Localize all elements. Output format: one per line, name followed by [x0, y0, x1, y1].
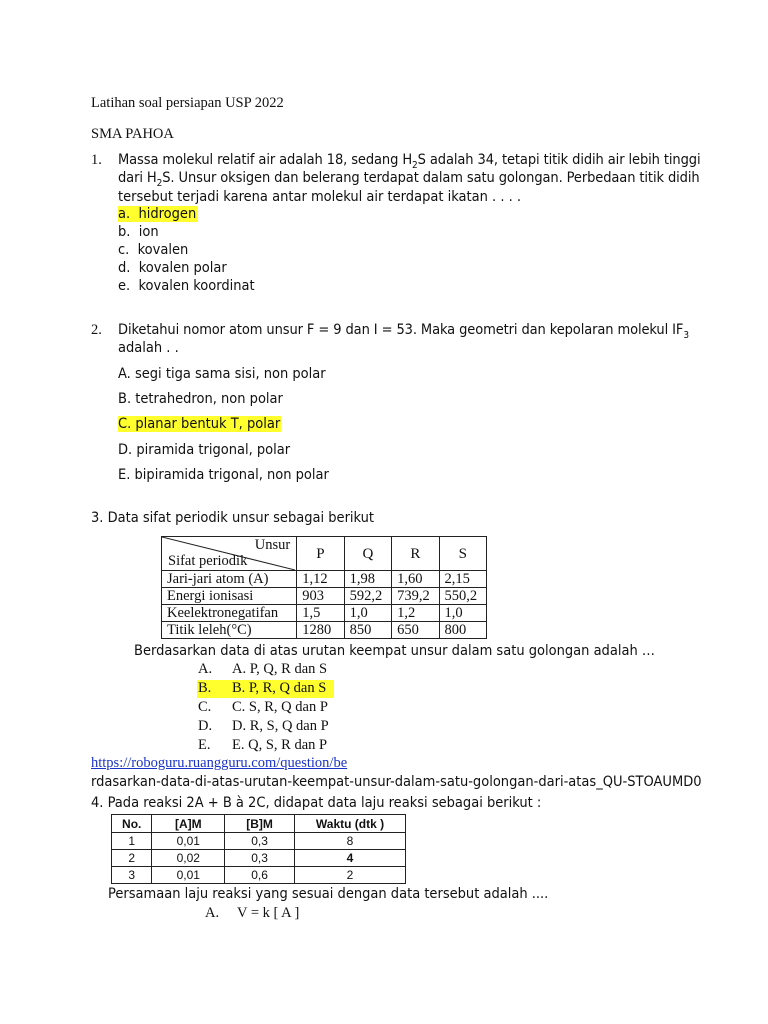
- table-cell: 0,3: [225, 850, 295, 867]
- table-cell: 903: [297, 588, 344, 605]
- q3-option-b: B. P, R, Q dan S: [232, 680, 327, 696]
- q2-option-c: C. planar bentuk T, polar: [118, 416, 281, 432]
- table-cell: 1280: [297, 622, 344, 639]
- q4-option-a: V = k [ A ]: [237, 905, 300, 921]
- col-header: P: [297, 537, 344, 571]
- table-cell: 0,3: [225, 833, 295, 850]
- row-label: Keelektronegatifan: [162, 605, 297, 622]
- q4-question: Persamaan laju reaksi yang sesuai dengan data tersebut adalah ....: [108, 886, 549, 902]
- table-cell: 800: [439, 622, 486, 639]
- table-cell: 1,98: [344, 571, 391, 588]
- table-cell: 8: [295, 833, 406, 850]
- col-header: [A]M: [152, 815, 225, 833]
- table-row: [112, 867, 406, 884]
- q3-option-d-letter: D.: [198, 718, 213, 734]
- q3-option-a-letter: A.: [198, 661, 213, 677]
- table-cell: 550,2: [439, 588, 486, 605]
- table-cell: 2: [112, 850, 152, 867]
- table-header-row: [162, 537, 487, 571]
- periodic-properties-table: [161, 536, 487, 639]
- table-row: [162, 571, 487, 588]
- table-row: [112, 833, 406, 850]
- q4-intro: 4. Pada reaksi 2A + B à 2C, didapat data laju reaksi sebagai berikut :: [91, 795, 542, 811]
- q1-option-e: e. kovalen koordinat: [118, 278, 255, 294]
- q1-number: 1.: [91, 152, 102, 168]
- q2-option-b: B. tetrahedron, non polar: [118, 391, 283, 407]
- table-cell: 2,15: [439, 571, 486, 588]
- col-header: [B]M: [225, 815, 295, 833]
- q1-option-b: b. ion: [118, 224, 159, 240]
- corner-header-cell: [162, 537, 297, 571]
- q2-option-a: A. segi tiga sama sisi, non polar: [118, 366, 326, 382]
- table-header-row: [112, 815, 406, 833]
- corner-top-label: Unsur: [254, 537, 291, 553]
- table-cell: 0,01: [152, 833, 225, 850]
- table-cell: 4: [295, 850, 406, 867]
- row-label: Titik leleh(°C): [162, 622, 297, 639]
- q1-text-line3: tersebut terjadi karena antar molekul air terdapat ikatan . . . .: [118, 189, 522, 205]
- q1-option-d: d. kovalen polar: [118, 260, 227, 276]
- table-cell: 592,2: [344, 588, 391, 605]
- table-cell: 0,6: [225, 867, 295, 884]
- q3-option-c-letter: C.: [198, 699, 212, 715]
- table-cell: 0,01: [152, 867, 225, 884]
- col-header: No.: [112, 815, 152, 833]
- q3-option-c: C. S, R, Q dan P: [232, 699, 328, 715]
- table-cell: 1,0: [439, 605, 486, 622]
- reaction-rate-table: [111, 814, 406, 884]
- q3-option-a: A. P, Q, R dan S: [232, 661, 328, 677]
- school-name: SMA PAHOA: [91, 126, 174, 142]
- q1-option-c: c. kovalen: [118, 242, 189, 258]
- table-cell: 850: [344, 622, 391, 639]
- row-label: Jari-jari atom (A): [162, 571, 297, 588]
- table-cell: 1,60: [392, 571, 439, 588]
- q2-option-d: D. piramida trigonal, polar: [118, 442, 291, 458]
- q3-question: Berdasarkan data di atas urutan keempat unsur dalam satu golongan adalah …: [134, 643, 655, 659]
- q2-number: 2.: [91, 322, 102, 338]
- table-cell: 2: [295, 867, 406, 884]
- q2-text-line2: adalah . .: [118, 340, 179, 356]
- table-row: [162, 622, 487, 639]
- col-header: R: [392, 537, 439, 571]
- col-header: S: [439, 537, 486, 571]
- table-row: [162, 588, 487, 605]
- col-header: Q: [344, 537, 391, 571]
- q2-text-line1: Diketahui nomor atom unsur F = 9 dan I = 53. Maka geometri dan kepolaran molekul $IF_3$: [118, 322, 689, 341]
- q4-option-a-letter: A.: [205, 905, 220, 921]
- row-label: Energi ionisasi: [162, 588, 297, 605]
- q1-option-a: a. hidrogen: [118, 206, 197, 222]
- table-cell: 3: [112, 867, 152, 884]
- q1-text-line2: dari $H_2S$. Unsur oksigen dan belerang terdapat dalam satu golongan. Perbedaan titik didih: [118, 170, 700, 189]
- table-cell: 1: [112, 833, 152, 850]
- q1-text-line1: Massa molekul relatif air adalah 18, sedang $H_2S$ adalah 34, tetapi titik didih air lebih tinggi: [118, 152, 701, 171]
- corner-bottom-label: Sifat periodik: [168, 553, 248, 569]
- roboguru-link-continuation: rdasarkan-data-di-atas-urutan-keempat-unsur-dalam-satu-golongan-dari-atas_QU-STOAUMD0: [91, 774, 702, 790]
- q3-intro: 3. Data sifat periodik unsur sebagai berikut: [91, 510, 375, 526]
- table-cell: 1,0: [344, 605, 391, 622]
- q2-option-e: E. bipiramida trigonal, non polar: [118, 467, 329, 483]
- col-header: Waktu (dtk ): [295, 815, 406, 833]
- q3-option-e: E. Q, S, R dan P: [232, 737, 328, 753]
- table-cell: 1,2: [392, 605, 439, 622]
- q3-option-d: D. R, S, Q dan P: [232, 718, 329, 734]
- table-cell: 1,12: [297, 571, 344, 588]
- q3-option-e-letter: E.: [198, 737, 211, 753]
- table-cell: 1,5: [297, 605, 344, 622]
- roboguru-link[interactable]: https://roboguru.ruangguru.com/question/be: [91, 755, 348, 771]
- table-cell: 0,02: [152, 850, 225, 867]
- table-cell: 650: [392, 622, 439, 639]
- doc-title: Latihan soal persiapan USP 2022: [91, 95, 284, 111]
- q3-option-b-letter: B.: [198, 680, 212, 696]
- table-cell: 739,2: [392, 588, 439, 605]
- table-row: [112, 850, 406, 867]
- table-row: [162, 605, 487, 622]
